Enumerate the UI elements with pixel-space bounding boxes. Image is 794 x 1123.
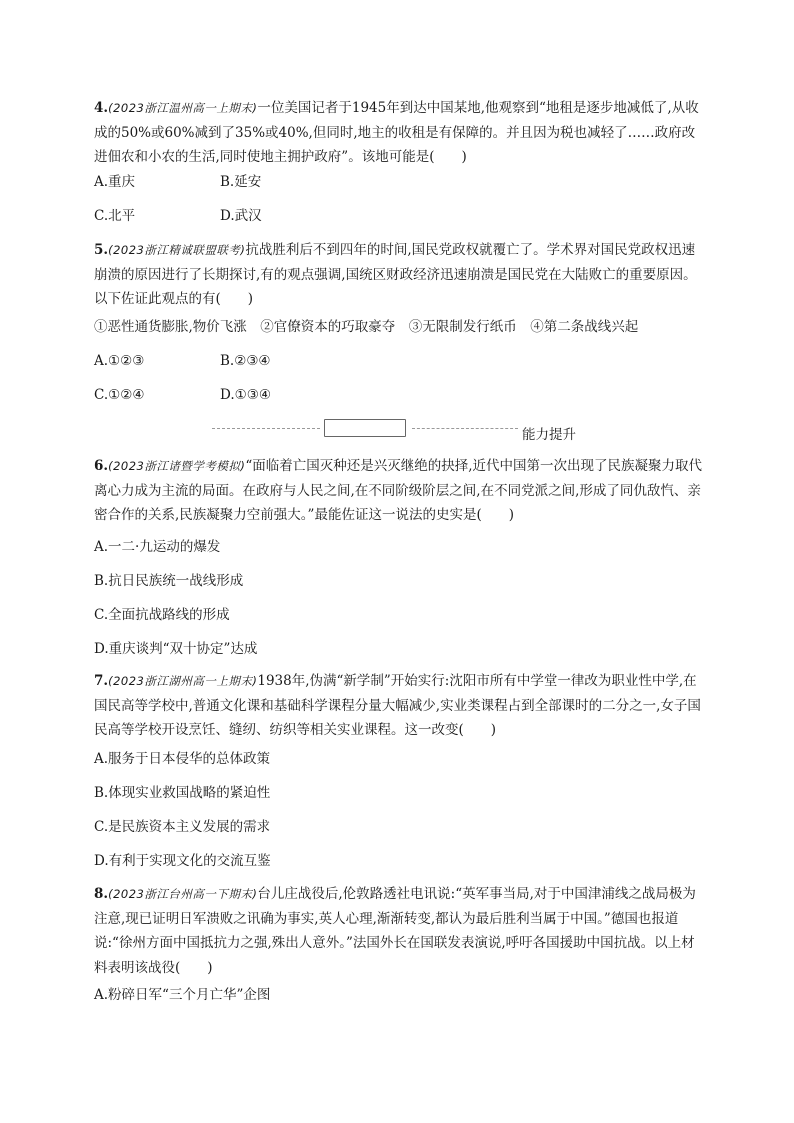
option-b[interactable]: B.延安	[220, 174, 262, 190]
question-source: (2023浙江湖州高一上期末)	[108, 674, 258, 688]
question-4: 4.(2023浙江温州高一上期末)一位美国记者于1945年到达中国某地,他观察到“地租是逐步地减低了,从收成的50%或60%减到了35%或40%,但同时,地主的收租是有保障的。并且因为税也减轻了……政府改进佃农和小农的生活,同时使地主拥护政府”。该地可能是( )	[94, 100, 699, 165]
question-5: 5.(2023浙江精诚联盟联考)抗战胜利后不到四年的时间,国民党政权就覆亡了。学术界对国民党政权迅速崩溃的原因进行了长期探讨,有的观点强调,国统区财政经济迅速崩溃是国民党在大陆败亡的重要原因。以下佐证此观点的有( )	[94, 242, 697, 307]
question-stem: 台儿庄战役后,伦敦路透社电讯说:“英军事当局,对于中国津浦线之战局极为注意,现已证明日军溃败之讯确为事实,英人心理,渐渐转变,都认为最后胜利当属于中国。”德国也报道说:“徐州方面中国抵抗力之强,殊出人意外。”法国外长在国联发表演说,呼吁各国援助中国抗战。以上材料表明该战役( )	[94, 886, 696, 976]
question-6: 6.(2023浙江诸暨学考模拟)“面临着亡国灭种还是兴灭继绝的抉择,近代中国第一次出现了民族凝聚力取代离心力成为主流的局面。在政府与人民之间,在不同阶级阶层之间,在不同党派之间,形成了同仇敌忾、亲密合作的关系,民族凝聚力空前强大。”最能佐证这一说法的史实是( )	[94, 458, 703, 523]
option-c[interactable]: C.①②④	[94, 387, 145, 403]
question-stem: 1938年,伪满“新学制”开始实行:沈阳市所有中学堂一律改为职业性中学,在国民高等学校中,普通文化课和基础科学课程分量大幅减少,实业类课程占到全部课时的二分之一,女子国民高等学校开设烹饪、缝纫、纺织等相关实业课程。这一改变( )	[94, 673, 701, 738]
question-source: (2023浙江精诚联盟联考)	[108, 243, 246, 257]
numbered-items: ①恶性通货膨胀,物价飞涨 ②官僚资本的巧取豪夺 ③无限制发行纸币 ④第二条战线兴起	[94, 319, 639, 335]
question-number: 5	[94, 242, 104, 258]
option-a[interactable]: A.一二·九运动的爆发	[94, 539, 221, 555]
question-8: 8.(2023浙江台州高一下期末)台儿庄战役后,伦敦路透社电讯说:“英军事当局,对于中国津浦线之战局极为注意,现已证明日军溃败之讯确为事实,英人心理,渐渐转变,都认为最后胜利当属于中国。”德国也报道说:“徐州方面中国抵抗力之强,殊出人意外。”法国外长在国联发表演说,呼吁各国援助中国抗战。以上材料表明该战役( )	[94, 886, 696, 976]
question-number: 7	[94, 673, 104, 689]
question-source: (2023浙江诸暨学考模拟)	[108, 459, 246, 473]
option-c[interactable]: C.全面抗战路线的形成	[94, 607, 230, 623]
divider-left	[212, 428, 320, 429]
option-d[interactable]: D.有利于实现文化的交流互鉴	[94, 853, 271, 869]
section-label: 能力提升	[522, 427, 576, 443]
question-stem: “面临着亡国灭种还是兴灭继绝的抉择,近代中国第一次出现了民族凝聚力取代离心力成为主流的局面。在政府与人民之间,在不同阶级阶层之间,在不同党派之间,形成了同仇敌忾、亲密合作的关系,民族凝聚力空前强大。”最能佐证这一说法的史实是( )	[94, 458, 703, 523]
question-number: 8	[94, 886, 104, 902]
question-7: 7.(2023浙江湖州高一上期末)1938年,伪满“新学制”开始实行:沈阳市所有中学堂一律改为职业性中学,在国民高等学校中,普通文化课和基础科学课程分量大幅减少,实业类课程占到全部课时的二分之一,女子国民高等学校开设烹饪、缝纫、纺织等相关实业课程。这一改变( )	[94, 673, 701, 738]
question-stem: 抗战胜利后不到四年的时间,国民党政权就覆亡了。学术界对国民党政权迅速崩溃的原因进行了长期探讨,有的观点强调,国统区财政经济迅速崩溃是国民党在大陆败亡的重要原因。以下佐证此观点的有( )	[94, 242, 697, 307]
option-b[interactable]: B.体现实业救国战略的紧迫性	[94, 785, 271, 801]
option-d[interactable]: D.①③④	[220, 387, 271, 403]
option-c[interactable]: C.北平	[94, 208, 136, 224]
divider-right	[412, 428, 518, 429]
option-a[interactable]: A.①②③	[94, 353, 145, 369]
option-b[interactable]: B.②③④	[220, 353, 271, 369]
option-d[interactable]: D.重庆谈判“双十协定”达成	[94, 641, 258, 657]
option-a[interactable]: A.重庆	[94, 174, 136, 190]
option-a[interactable]: A.服务于日本侵华的总体政策	[94, 751, 271, 767]
option-d[interactable]: D.武汉	[220, 208, 262, 224]
question-source: (2023浙江台州高一下期末)	[108, 887, 258, 901]
question-number: 6	[94, 458, 104, 474]
option-a[interactable]: A.粉碎日军“三个月亡华”企图	[94, 987, 271, 1003]
question-source: (2023浙江温州高一上期末)	[108, 101, 258, 115]
option-c[interactable]: C.是民族资本主义发展的需求	[94, 819, 271, 835]
question-stem: 一位美国记者于1945年到达中国某地,他观察到“地租是逐步地减低了,从收成的50%或60%减到了35%或40%,但同时,地主的收租是有保障的。并且因为税也减轻了……政府改进佃农和小农的生活,同时使地主拥护政府”。该地可能是( )	[94, 100, 699, 165]
option-b[interactable]: B.抗日民族统一战线形成	[94, 573, 244, 589]
section-badge	[324, 419, 406, 437]
question-number: 4	[94, 100, 104, 116]
